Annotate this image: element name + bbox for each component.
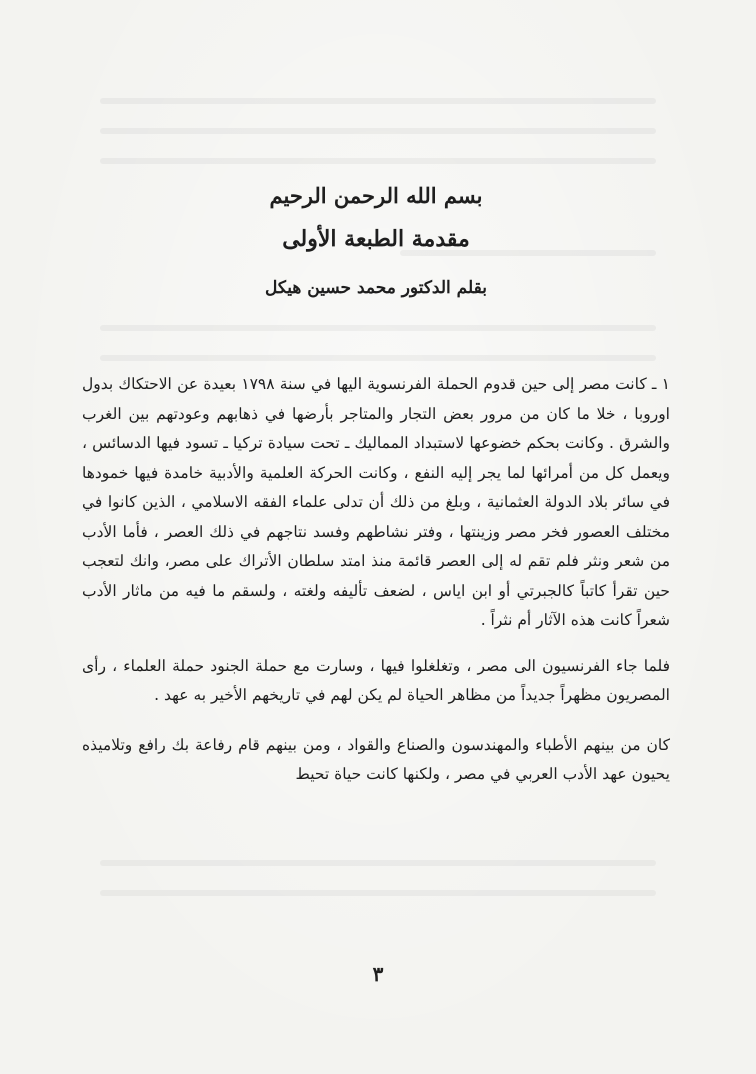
bleed-through-line bbox=[100, 158, 656, 164]
body-text bbox=[82, 370, 670, 790]
page-content bbox=[82, 178, 670, 810]
basmala-heading: بسم الله الرحمن الرحيم bbox=[269, 183, 483, 208]
page-number: ٣ bbox=[372, 962, 384, 986]
bleed-through-line bbox=[100, 98, 656, 104]
paragraph: فلما جاء الفرنسيون الى مصر ، وتغلغلوا فيها ، وسارت مع حملة الجنود حملة العلماء ، رأى المصريون مظهراً جديداً من مظاهر الحياة لم يكن لهم في تاريخهم الأخير به عهد . bbox=[82, 656, 670, 704]
bleed-through-line bbox=[100, 890, 656, 896]
paragraph: كان من بينهم الأطباء والمهندسون والصناع والقواد ، ومن بينهم قام رفاعة بك رافع وتلاميذه يحيون عهد الأدب العربي في مصر ، ولكنها كانت حياة تحيط bbox=[82, 735, 670, 783]
author-byline: بقلم الدكتور محمد حسين هيكل bbox=[265, 278, 487, 298]
page-title: مقدمة الطبعة الأولى bbox=[282, 226, 470, 252]
bleed-through-line bbox=[100, 128, 656, 134]
paragraph: ١ ـ كانت مصر إلى حين قدوم الحملة الفرنسوية اليها في سنة ١٧٩٨ بعيدة عن الاحتكاك بدول اوروبا ، خلا ما كان من مرور بعض التجار والمتاجر بأرضها في ذهابهم وعودتهم بين الغرب والشرق . وكانت بحكم خضوعها لاستبداد المماليك ـ تحت سيادة تركيا ـ تسود فيها الدسائس ، ويعمل كل من أمرائها لما يجر إليه النفع ، وكانت الحركة العلمية والأدبية خامدة فيها خمودها في سائر بلاد الدولة العثمانية ، وبلغ من ذلك أن تدلى علماء الفقه الاسلامي ، الذين كانوا في مختلف العصور فخر مصر وزينتها ، وفتر نشاطهم وفسد نتاجهم في ذلك العصر ، فأما الأدب من شعر ونثر فلم تقم له إلى العصر قائمة منذ امتد سلطان الأتراك على مصر، وانك لتعجب حين تقرأ كاتباً كالجبرتي أو ابن اياس ، لضعف تأليفه ولغته ، ولسقم ما فيه من ماثار الأدب شعراً كانت هذه الآثار أم نثراً . bbox=[82, 375, 670, 629]
bleed-through-line bbox=[100, 860, 656, 866]
